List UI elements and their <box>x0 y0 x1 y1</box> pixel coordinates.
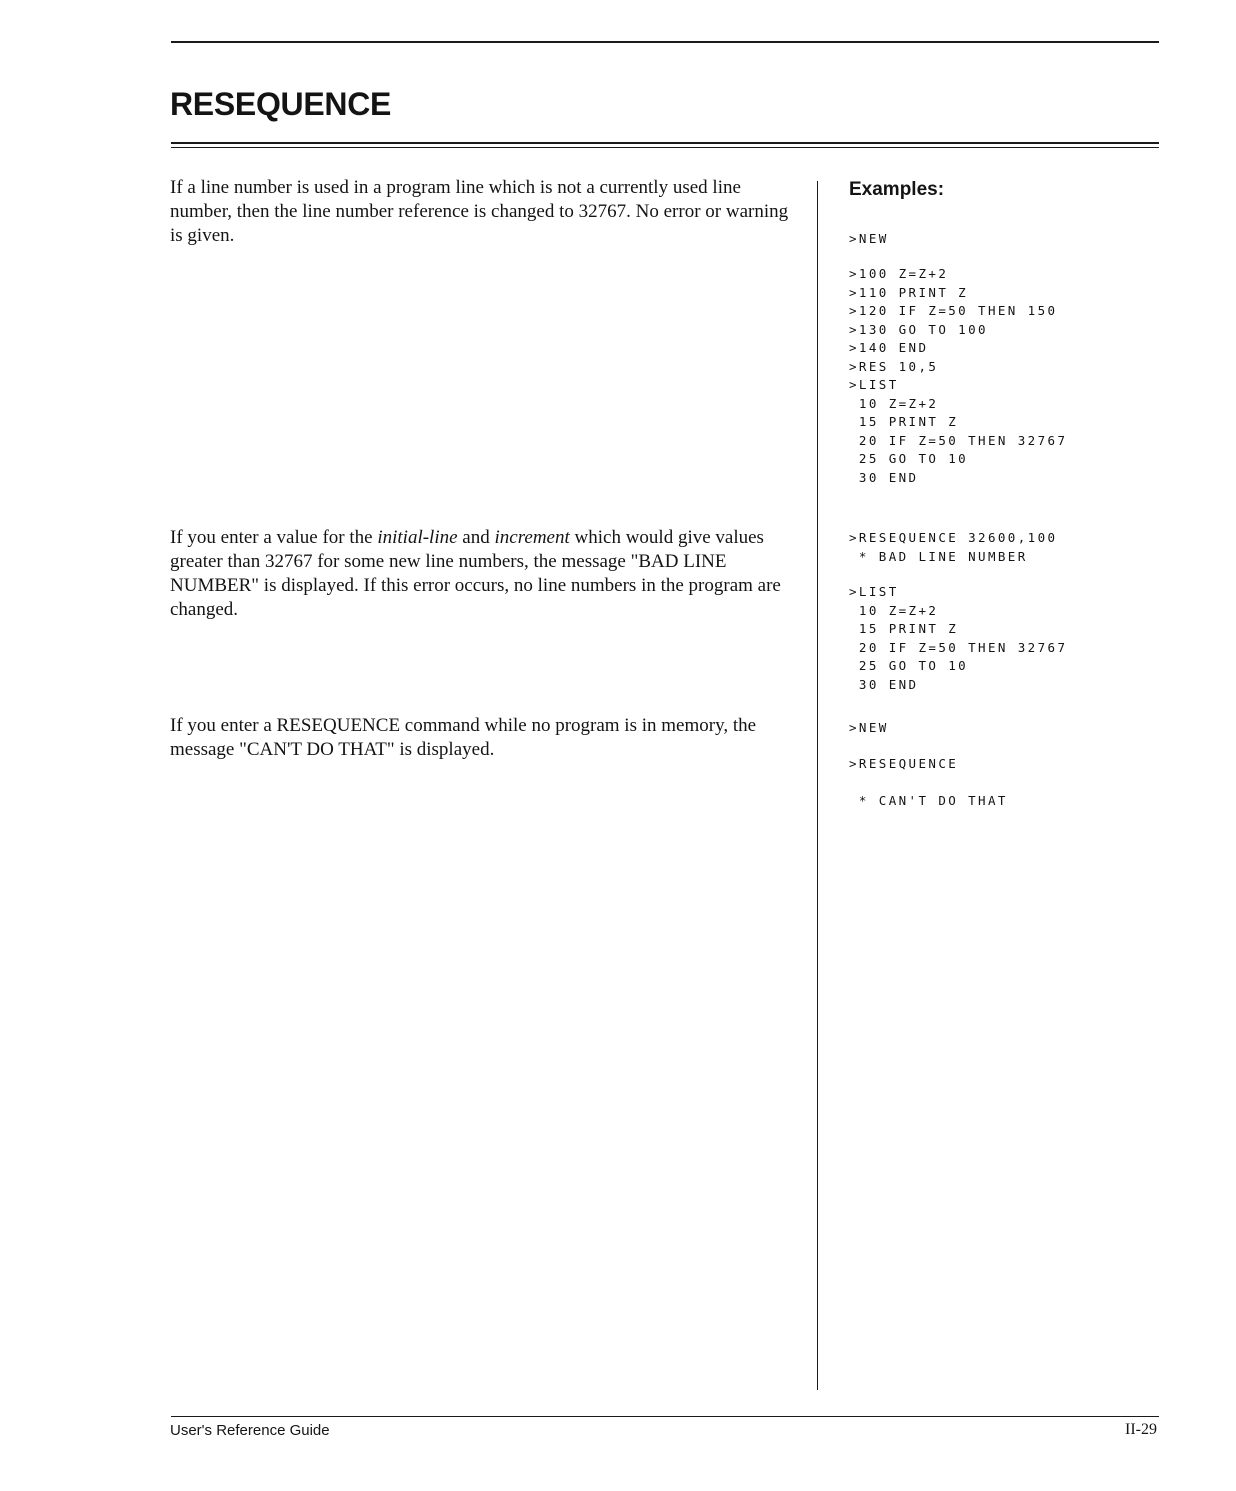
para2-initial-line-term: initial-line <box>377 527 458 548</box>
top-rule <box>171 41 1159 43</box>
code-resequence-empty: >RESEQUENCE <box>849 756 959 771</box>
code-new-2: >NEW <box>849 720 889 735</box>
paragraph-undefined-line-reference: If a line number is used in a program line which is not a currently used line number, then the line number reference is changed to 32767. No error or warning is given. <box>170 177 789 246</box>
page-title: RESEQUENCE <box>170 86 392 122</box>
footer-rule <box>171 1416 1159 1417</box>
code-list-unchanged: >LIST 10 Z=Z+2 15 PRINT Z 20 IF Z=50 THEN 32767 25 GO TO 10 30 END <box>849 584 1068 692</box>
code-cant-do-that: * CAN'T DO THAT <box>849 793 1008 808</box>
code-resequence-error: >RESEQUENCE 32600,100 * BAD LINE NUMBER <box>849 530 1058 564</box>
para2-text-3: which would give values greater than 32767 for some new line numbers, the message "BAD LINE NUMBER" is displayed. If this error occurs, no line numbers in the program are changed. <box>170 527 781 620</box>
para2-increment-term: increment <box>494 527 570 548</box>
examples-heading: Examples: <box>849 179 945 200</box>
title-rule-lower <box>171 147 1159 148</box>
column-divider <box>817 181 818 1390</box>
code-program-listing: >100 Z=Z+2 >110 PRINT Z >120 IF Z=50 THEN 150 >130 GO TO 100 >140 END >RES 10,5 >LIST 10 Z=Z+2 15 PRINT Z 20 IF Z=50 THEN 32767 25 GO TO 10 30 END <box>849 266 1068 485</box>
paragraph-cant-do-that: If you enter a RESEQUENCE command while no program is in memory, the message "CAN'T DO THAT" is displayed. <box>170 715 757 760</box>
para2-text-1: If you enter a value for the <box>170 527 378 548</box>
footer-guide-title: User's Reference Guide <box>170 1422 330 1439</box>
title-rule-upper <box>171 142 1159 144</box>
footer-page-number: II-29 <box>1125 1421 1157 1438</box>
para2-text-2: and <box>457 527 495 548</box>
paragraph-bad-line-number <box>170 526 790 622</box>
code-new-1: >NEW <box>849 231 889 246</box>
